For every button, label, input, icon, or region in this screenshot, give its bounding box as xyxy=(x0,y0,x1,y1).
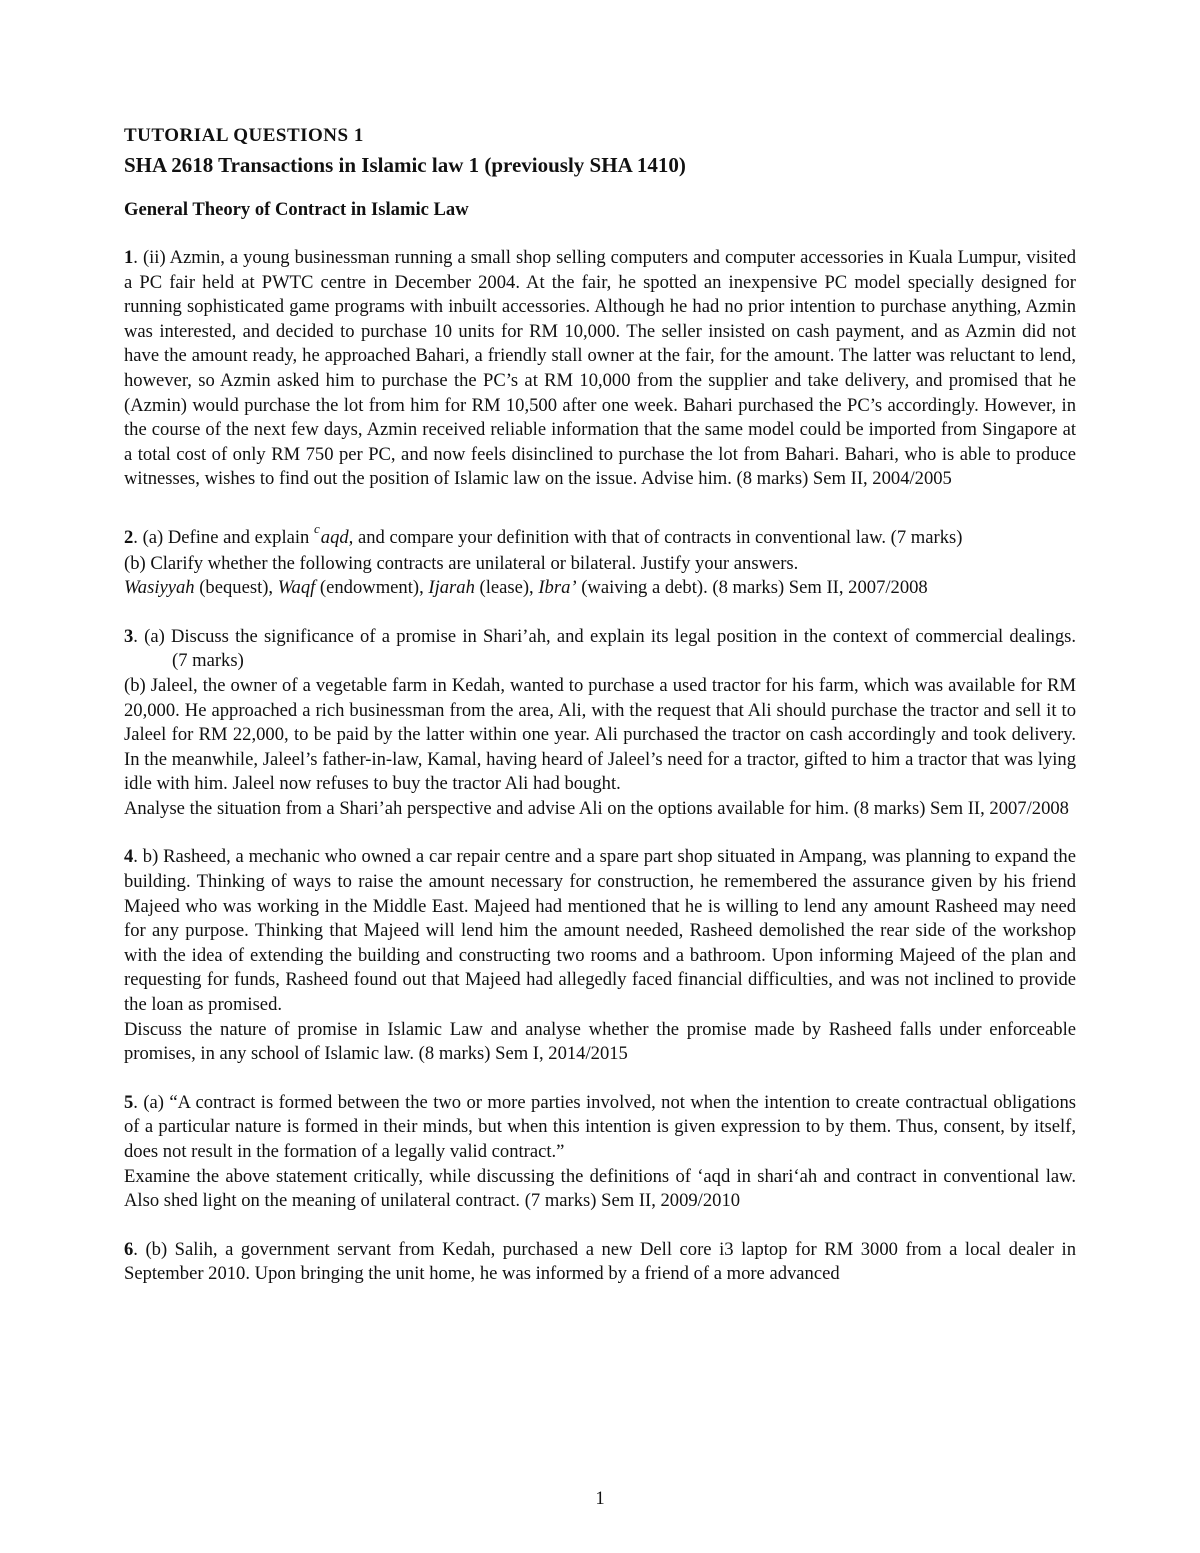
question-6 xyxy=(124,1238,1076,1287)
question-3a-marks: (7 marks) xyxy=(172,650,244,672)
question-number: 2 xyxy=(124,526,134,548)
page-number: 1 xyxy=(595,1488,605,1509)
term-wasiyyah: Wasiyyah xyxy=(124,577,195,599)
term-ibra: Ibra’ xyxy=(538,577,577,599)
question-number: 5 xyxy=(124,1091,134,1113)
question-number: 6 xyxy=(124,1238,134,1260)
question-5 xyxy=(124,1091,1076,1165)
question-5-task: Examine the above statement critically, while discussing the definitions of ‘aqd in shari‘ah and contract in conventional law. Also shed light on the meaning of unilateral contract. (7 marks) Sem II, 2009/2010 xyxy=(124,1165,1076,1212)
course-title: SHA 2618 Transactions in Islamic law 1 (previously SHA 1410) xyxy=(124,153,686,177)
question-number: 3 xyxy=(124,625,134,647)
question-3a xyxy=(124,625,1076,674)
question-3b: (b) Jaleel, the owner of a vegetable farm in Kedah, wanted to purchase a used tractor for his farm, which was available for RM 20,000. He approached a rich businessman from the area, Ali, with the request that Ali should purchase the tractor and sell it to Jaleel for RM 22,000, to be paid by the latter within one year. Ali purchased the tractor on cash accordingly and took delivery. In the meanwhile, Jaleel’s father-in-law, Kamal, having heard of Jaleel’s need for a tractor, gifted to him a tractor that was lying idle with him. Jaleel now refuses to buy the tractor Ali had bought. xyxy=(124,674,1076,795)
term-waqf: Waqf xyxy=(277,577,316,599)
question-2a-post: and compare your definition with that of contracts in conventional law. (7 marks) xyxy=(353,526,963,548)
question-6-text: . (b) Salih, a government servant from Kedah, purchased a new Dell core i3 laptop for RM 3000 from a local dealer in September 2010. Upon bringing the unit home, he was informed by a friend of a more advanced xyxy=(124,1238,1076,1285)
term-ijarah: Ijarah xyxy=(428,577,475,599)
question-5-text: . (a) “A contract is formed between the two or more parties involved, not when the intention to create contractual obligations of a particular nature is formed in their minds, but when this intention is given expression to by them. Thus, consent, by itself, does not result in the formation of a legally valid contract.” xyxy=(124,1091,1076,1162)
term-gloss: (bequest), xyxy=(194,577,278,599)
term-aqd: aqd, xyxy=(320,526,354,548)
question-3a-text: . (a) Discuss the significance of a promise in Shari’ah, and explain its legal position in the context of commercial dealings. xyxy=(133,625,1076,647)
question-4-text: . b) Rasheed, a mechanic who owned a car repair centre and a spare part shop situated in Ampang, was planning to expand the building. Thinking of ways to raise the amount necessary for construction, he remembered the assurance given by his friend Majeed who was working in the Middle East. Majeed had mentioned that he is willing to lend any amount Rasheed may need for any purpose. Thinking that Majeed will lend him the amount needed, Rasheed demolished the rear side of the workshop with the idea of extending the building and constructing two rooms and a bathroom. Upon informing Majeed of the plan and requesting for funds, Rasheed found out that Majeed had allegedly faced financial difficulties, and was not inclined to provide the loan as promised. xyxy=(124,846,1076,1016)
section-heading: General Theory of Contract in Islamic Law xyxy=(124,199,469,220)
term-gloss: (waiving a debt). (8 marks) Sem II, 2007/2008 xyxy=(576,577,928,599)
question-2b: (b) Clarify whether the following contracts are unilateral or bilateral. Justify your answers. xyxy=(124,552,799,574)
document-body xyxy=(124,124,1076,1287)
term-gloss: (endowment), xyxy=(315,577,429,599)
question-2a xyxy=(124,520,1076,552)
question-1-text: . (ii) Azmin, a young businessman running a small shop selling computers and computer accessories in Kuala Lumpur, visited a PC fair held at PWTC centre in December 2004. At the fair, he spotted an inexpensive PC model specially designed for running sophisticated game programs with inbuilt accessories. Although he had no prior intention to purchase anything, Azmin was interested, and decided to purchase 10 units for RM 10,000. The seller insisted on cash payment, and as Azmin did not have the amount ready, he approached Bahari, a friendly stall owner at the fair, for the amount. The latter was reluctant to lend, however, so Azmin asked him to purchase the PC’s at RM 10,000 from the supplier and take delivery, and promised that he (Azmin) would purchase the lot from him for RM 10,500 after one week. Bahari purchased the PC’s accordingly. However, in the course of the next few days, Azmin received reliable information that the same model could be imported from Singapore at a total cost of only RM 750 per PC, and now feels disinclined to purchase the lot from Bahari. Bahari, who is able to produce witnesses, wishes to find out the position of Islamic law on the issue. Advise him. (8 marks) Sem II, 2004/2005 xyxy=(124,247,1076,490)
question-2a-pre: . (a) Define and explain xyxy=(133,526,314,548)
term-gloss: (lease), xyxy=(474,577,539,599)
tutorial-title: TUTORIAL QUESTIONS 1 xyxy=(124,125,364,146)
question-number: 1 xyxy=(124,247,134,268)
question-4-task: Discuss the nature of promise in Islamic Law and analyse whether the promise made by Rasheed falls under enforceable promises, in any school of Islamic law. (8 marks) Sem I, 2014/2015 xyxy=(124,1018,1076,1065)
question-3c: Analyse the situation from a Shari’ah perspective and advise Ali on the options available for him. (8 marks) Sem II, 2007/2008 xyxy=(124,797,1069,819)
question-2b-terms xyxy=(124,576,1076,601)
ayn-superscript: c xyxy=(314,520,320,536)
question-number: 4 xyxy=(124,846,134,868)
question-1 xyxy=(124,246,1076,492)
question-4 xyxy=(124,845,1076,1017)
